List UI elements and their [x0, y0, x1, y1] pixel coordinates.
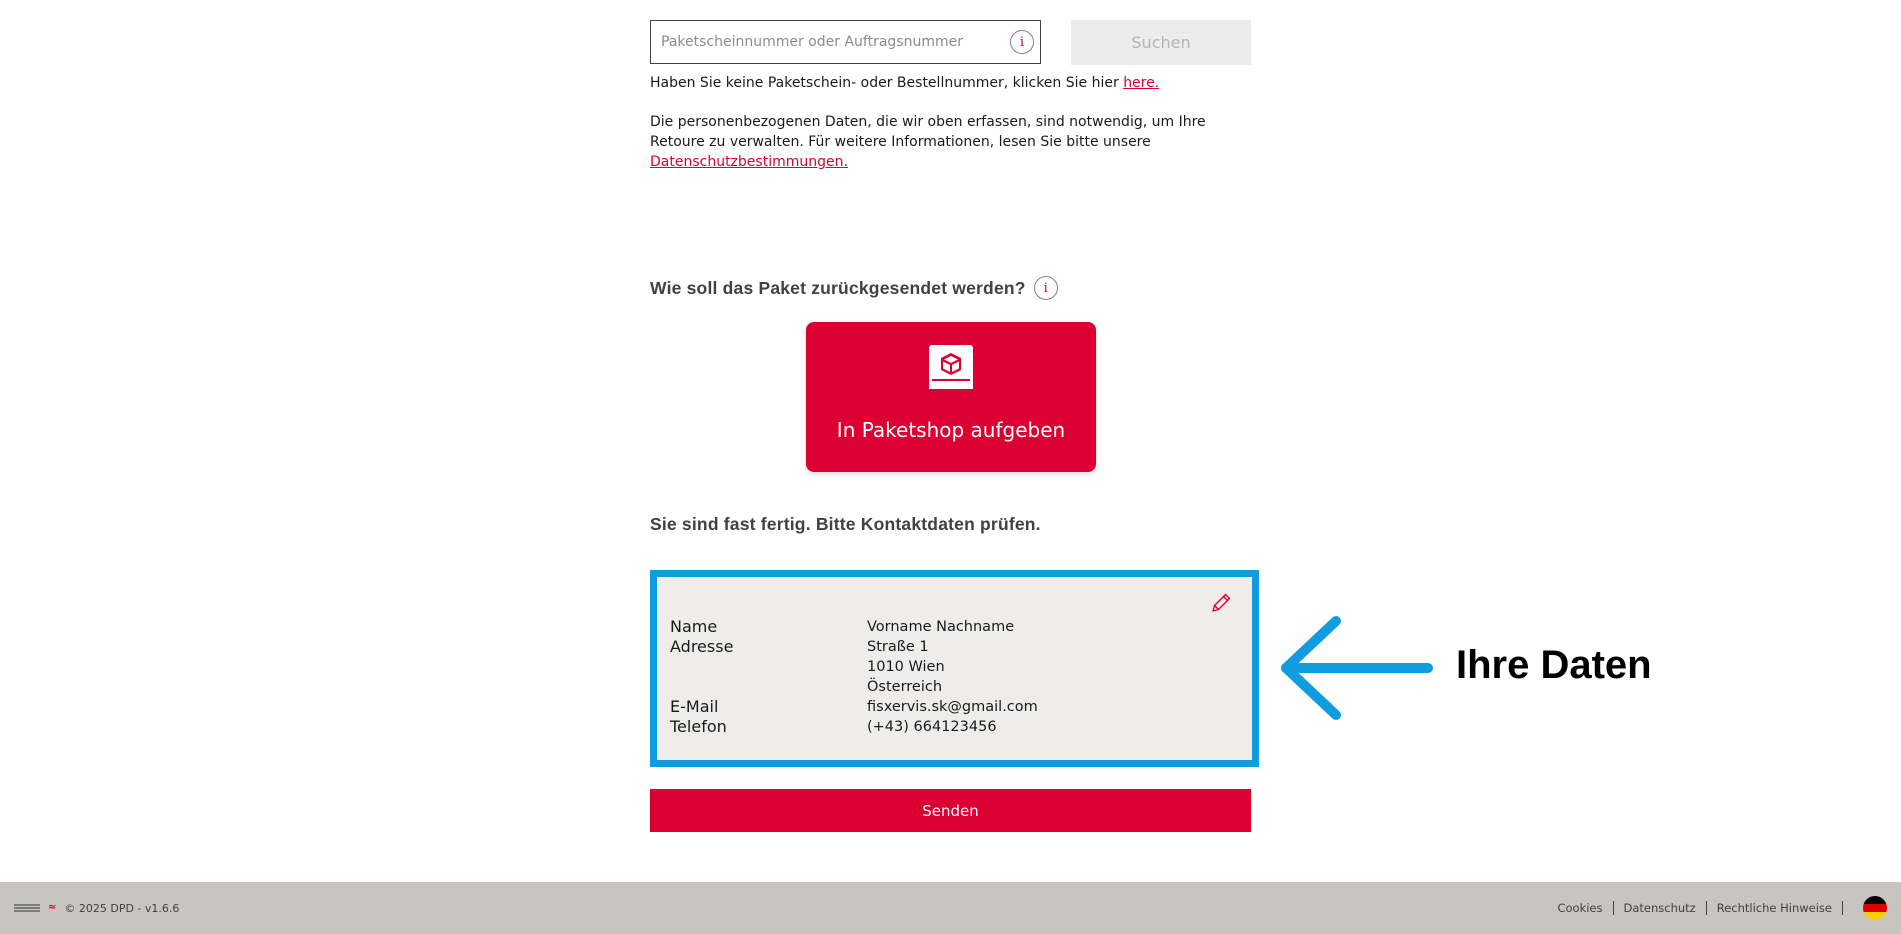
hint-link[interactable]: here.	[1123, 75, 1160, 91]
email-label: E-Mail	[670, 697, 719, 716]
address-label: Adresse	[670, 637, 734, 656]
paketshop-option-label: In Paketshop aufgeben	[836, 418, 1066, 442]
search-input[interactable]	[661, 34, 1001, 50]
info-icon[interactable]: i	[1010, 30, 1034, 54]
send-button[interactable]: Senden	[650, 789, 1251, 832]
street-value: Straße 1	[867, 639, 929, 655]
privacy-notice	[650, 112, 1260, 172]
country-value: Österreich	[867, 679, 943, 695]
footer-link-rechtliche-hinweise[interactable]: Rechtliche Hinweise	[1716, 901, 1832, 915]
paketshop-option-card[interactable]	[806, 322, 1096, 472]
contact-heading: Sie sind fast fertig. Bitte Kontaktdaten prüfen.	[650, 514, 1041, 534]
return-method-question: Wie soll das Paket zurückgesendet werden?	[650, 277, 1026, 298]
footer-link-cookies[interactable]: Cookies	[1557, 901, 1603, 915]
city-value: 1010 Wien	[867, 659, 945, 675]
hint-text: Haben Sie keine Paketschein- oder Bestellnummer, klicken Sie hier	[650, 75, 1119, 91]
divider	[1706, 901, 1707, 915]
email-value: fisxervis.sk@gmail.com	[867, 699, 1038, 715]
arrow-left-icon	[1278, 615, 1434, 729]
name-label: Name	[670, 617, 718, 636]
privacy-text: Die personenbezogenen Daten, die wir oben erfassen, sind notwendig, um Ihre Retoure zu verwalten. Für weitere Informationen, lesen Sie bitte unsere	[650, 114, 1206, 150]
search-field[interactable]	[650, 20, 1041, 64]
geopost-logo-icon: ≈	[48, 902, 57, 913]
footer-links	[1557, 896, 1887, 920]
info-icon[interactable]: i	[1034, 276, 1058, 300]
footer	[0, 882, 1901, 934]
footer-left	[14, 902, 179, 915]
parcel-box-icon	[928, 344, 974, 394]
contact-details-box	[657, 577, 1252, 760]
german-flag-icon[interactable]	[1863, 896, 1887, 920]
phone-label: Telefon	[670, 717, 727, 736]
privacy-link[interactable]: Datenschutzbestimmungen.	[650, 154, 848, 170]
phone-value: (+43) 664123456	[867, 719, 997, 735]
footer-link-datenschutz[interactable]: Datenschutz	[1623, 901, 1696, 915]
no-number-hint	[650, 73, 1159, 93]
search-button[interactable]: Suchen	[1071, 20, 1251, 65]
divider	[1842, 901, 1843, 915]
divider	[1613, 901, 1614, 915]
copyright-text: © 2025 DPD - v1.6.6	[64, 901, 180, 915]
return-method-heading	[650, 276, 1058, 300]
pencil-icon[interactable]	[1208, 590, 1234, 616]
name-value: Vorname Nachname	[867, 619, 1015, 635]
contact-highlight-frame	[650, 570, 1259, 767]
partner-logo-icon	[14, 902, 40, 914]
annotation-label: Ihre Daten	[1456, 643, 1652, 687]
